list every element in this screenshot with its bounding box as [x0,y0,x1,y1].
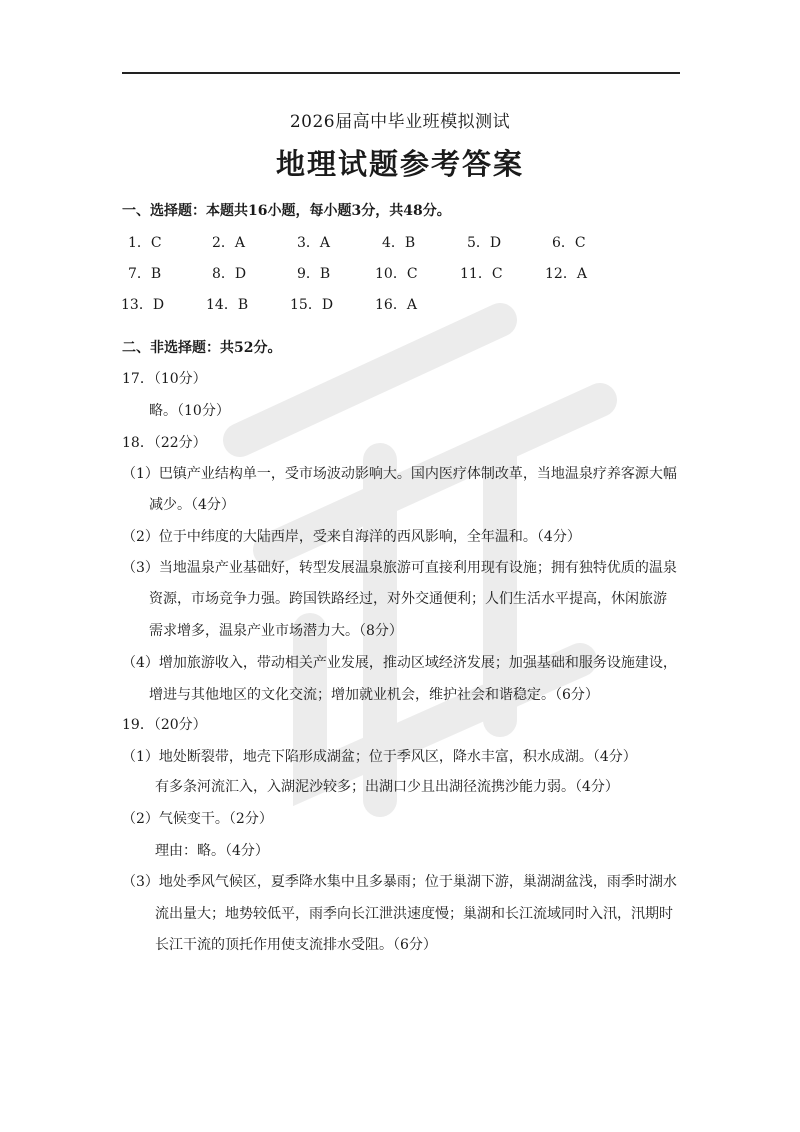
mc-answer: 3．A [297,235,331,251]
q19-line: （2）气候变干。（2分） [122,811,273,827]
q18-line: 增进与其他地区的文化交流；增加就业机会，维护社会和谐稳定。（6分） [149,687,599,703]
q17-answer: 略。（10分） [149,403,230,419]
q19-line: 流出量大；地势较低平，雨季向长江泄洪速度慢；巢湖和长江流域同时入汛，汛期时 [155,906,673,922]
q19-line: （1）地处断裂带，地壳下陷形成湖盆；位于季风区，降水丰富，积水成湖。（4分） [122,749,637,765]
mc-answer: 9．B [297,266,331,282]
mc-answer: 14．B [206,297,249,313]
q18-line: （1）巴镇产业结构单一，受市场波动影响大。国内医疗体制改革，当地温泉疗养客源大幅 [122,466,677,482]
exam-subtitle: 2026届高中毕业班模拟测试 [289,112,511,132]
mc-answer: 16．A [375,297,417,313]
q19-label: 19．（20分） [122,717,207,733]
section1-heading: 一、选择题：本题共16小题，每小题3分，共48分。 [122,203,451,219]
q19-line: （3）地处季风气候区，夏季降水集中且多暴雨；位于巢湖下游，巢湖湖盆浅，雨季时湖水 [122,874,677,890]
q18-line: （3）当地温泉产业基础好，转型发展温泉旅游可直接利用现有设施；拥有独特优质的温泉 [122,560,677,576]
q18-line: 需求增多，温泉产业市场潜力大。（8分） [149,623,403,639]
section2-heading: 二、非选择题：共52分。 [122,340,282,356]
mc-answer: 6．C [552,235,586,251]
q18-label: 18．（22分） [122,435,207,451]
mc-answer: 8．D [212,266,247,282]
q18-line: （2）位于中纬度的大陆西岸，受来自海洋的西风影响，全年温和。（4分） [122,529,581,545]
mc-answer: 15．D [290,297,334,313]
top-rule [122,72,680,74]
mc-answer: 4．B [382,235,416,251]
mc-answer: 11．C [460,266,503,282]
q18-line: （4）增加旅游收入，带动相关产业发展，推动区域经济发展；加强基础和服务设施建设， [122,655,677,671]
mc-answer: 1．C [128,235,162,251]
exam-title: 地理试题参考答案 [275,147,524,181]
mc-answer: 12．A [545,266,587,282]
mc-answer: 13．D [121,297,165,313]
q19-line: 理由：略。（4分） [155,843,269,859]
q19-line: 有多条河流汇入，入湖泥沙较多；出湖口少且出湖径流携沙能力弱。（4分） [155,779,619,795]
mc-answer: 5．D [467,235,502,251]
mc-answer: 7．B [128,266,162,282]
mc-answer: 10．C [375,266,418,282]
q19-line: 长江干流的顶托作用使支流排水受阻。（6分） [155,937,437,953]
mc-answer: 2．A [212,235,246,251]
q17-label: 17．（10分） [122,371,207,387]
q18-line: 减少。（4分） [149,497,235,513]
q18-line: 资源，市场竞争力强。跨国铁路经过，对外交通便利；人们生活水平提高，休闲旅游 [149,591,667,607]
